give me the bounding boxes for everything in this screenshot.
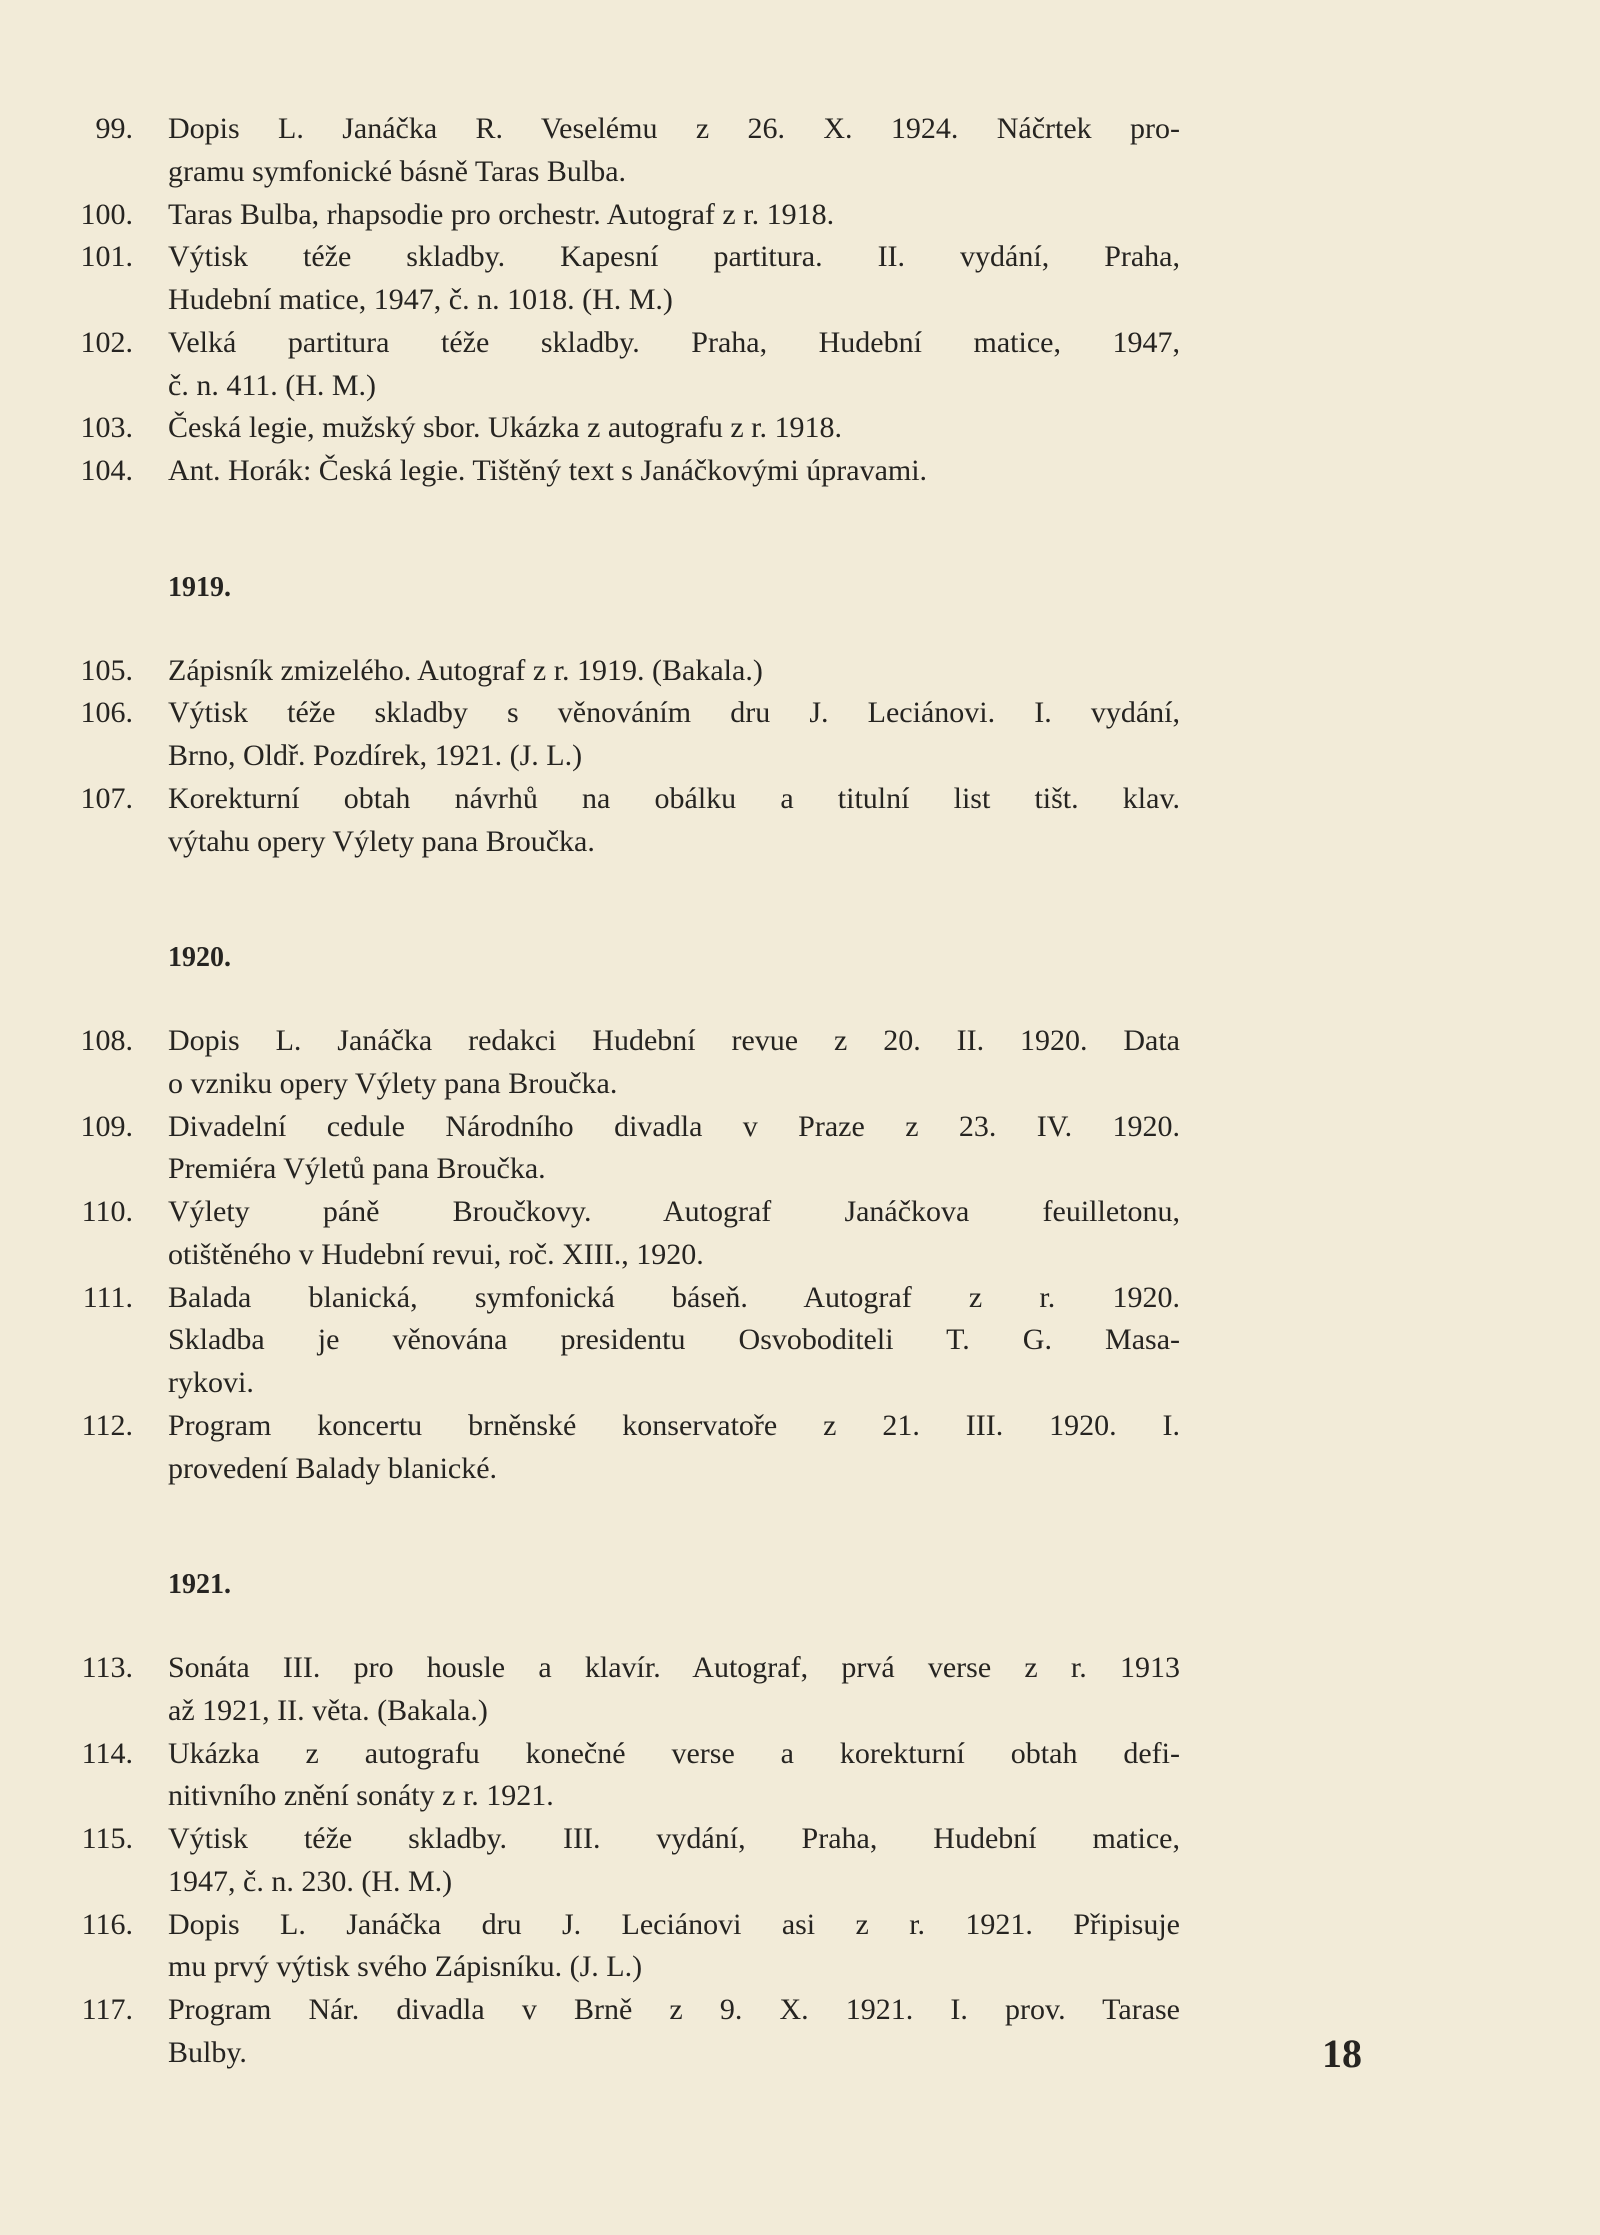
catalog-entry: [80, 650, 1180, 693]
entry-text-line: provedení Balady blanické.: [168, 1451, 498, 1485]
entry-number: 117.: [81, 1993, 133, 2026]
entry-number: 114.: [81, 1736, 133, 1770]
entry-text-line: Program koncertu brněnské konservatoře z 21. III. 1920. I.: [168, 1408, 1180, 1442]
entry-text-line: nitivního znění sonáty z r. 1921.: [168, 1779, 554, 1813]
entry-text-line: Zápisník zmizelého. Autograf z r. 1919. (Bakala.): [168, 653, 763, 687]
catalog-entry: [80, 1106, 1180, 1192]
entry-number: 108.: [80, 1024, 133, 1057]
entry-text-line: Balada blanická, symfonická báseň. Autograf z r. 1920.: [168, 1280, 1180, 1314]
entry-text-line: č. n. 411. (H. M.): [168, 368, 377, 402]
catalog-entry: [81, 1405, 1180, 1491]
entry-text-line: Dopis L. Janáčka R. Veselému z 26. X. 1924. Náčrtek pro-: [168, 112, 1180, 145]
entry-number: 103.: [80, 411, 133, 445]
entry-number: 100.: [80, 197, 133, 231]
entry-number: 115.: [81, 1822, 133, 1855]
entry-number: 116.: [81, 1907, 133, 1941]
catalog-entry: [80, 407, 1180, 450]
catalog-entry: [80, 194, 1180, 237]
year-heading: 1919.: [168, 571, 231, 603]
entry-number: 111.: [82, 1280, 133, 1314]
catalog-entry: [81, 1733, 1180, 1819]
year-heading: 1920.: [168, 942, 231, 974]
entry-number: 107.: [80, 781, 133, 815]
entry-number: 104.: [80, 454, 133, 487]
entry-text-line: Výtisk téže skladby. III. vydání, Praha, Hudební matice,: [168, 1822, 1180, 1855]
entry-text-line: o vzniku opery Výlety pana Broučka.: [168, 1066, 618, 1100]
year-heading: 1921.: [168, 1569, 231, 1601]
entry-text-line: Velká partitura téže skladby. Praha, Hudební matice, 1947,: [168, 325, 1180, 359]
catalog-entry: [80, 236, 1180, 322]
entry-number: 105.: [80, 653, 133, 687]
catalog-entry: [80, 778, 1180, 864]
entry-text-line: rykovi.: [168, 1366, 254, 1399]
catalog-entry: [81, 1818, 1180, 1904]
entry-text-line: Výtisk téže skladby s věnováním dru J. Leciánovi. I. vydání,: [168, 696, 1180, 730]
catalog-entry: [80, 1020, 1180, 1106]
entry-text-line: Brno, Oldř. Pozdírek, 1921. (J. L.): [168, 739, 583, 772]
catalog-entry: [81, 1647, 1180, 1733]
catalog-entry: [80, 450, 1180, 493]
entry-text-line: 1947, č. n. 230. (H. M.): [168, 1864, 453, 1898]
entry-text-line: Dopis L. Janáčka redakci Hudební revue z 20. II. 1920. Data: [168, 1024, 1180, 1057]
entry-text-line: otištěného v Hudební revui, roč. XIII., 1920.: [168, 1237, 704, 1271]
catalog-entry: [81, 1904, 1180, 1990]
catalog-entry: [95, 108, 1180, 194]
catalog-entry: [81, 1191, 1180, 1277]
entry-text-line: Divadelní cedule Národního divadla v Praze z 23. IV. 1920.: [168, 1109, 1180, 1143]
entry-text-line: Skladba je věnována presidentu Osvoboditeli T. G. Masa-: [168, 1323, 1180, 1357]
entry-text-line: Program Nár. divadla v Brně z 9. X. 1921. I. prov. Tarase: [168, 1993, 1180, 2026]
entry-number: 106.: [80, 696, 133, 730]
entry-number: 110.: [81, 1195, 133, 1228]
catalog-entry: [80, 692, 1180, 778]
catalog-page: [0, 108, 1600, 2075]
page-number: 18: [1322, 2031, 1362, 2076]
entry-text-line: Sonáta III. pro housle a klavír. Autograf, prvá verse z r. 1913: [168, 1651, 1180, 1684]
catalog-entry: [80, 322, 1180, 408]
entry-text-line: Hudební matice, 1947, č. n. 1018. (H. M.): [168, 283, 673, 316]
entry-text-line: Výlety páně Broučkovy. Autograf Janáčkova feuilletonu,: [168, 1195, 1180, 1228]
catalog-entry: [81, 1989, 1180, 2075]
entry-text-line: Dopis L. Janáčka dru J. Leciánovi asi z r. 1921. Připisuje: [168, 1907, 1180, 1941]
entry-text-line: mu prvý výtisk svého Zápisníku. (J. L.): [168, 1950, 643, 1984]
entry-text-line: až 1921, II. věta. (Bakala.): [168, 1693, 488, 1727]
entry-text-line: Česká legie, mužský sbor. Ukázka z autografu z r. 1918.: [168, 411, 842, 445]
entry-text-line: Ukázka z autografu konečné verse a korekturní obtah defi-: [168, 1736, 1180, 1770]
entry-text-line: Bulby.: [168, 2035, 247, 2069]
catalog-entry: [82, 1277, 1180, 1405]
entry-number: 113.: [81, 1651, 133, 1684]
entry-number: 101.: [80, 240, 133, 274]
entry-text-line: gramu symfonické básně Taras Bulba.: [168, 154, 627, 188]
entry-text-line: výtahu opery Výlety pana Broučka.: [168, 824, 595, 858]
entry-text-line: Taras Bulba, rhapsodie pro orchestr. Autograf z r. 1918.: [168, 197, 835, 231]
entry-text-line: Výtisk téže skladby. Kapesní partitura. II. vydání, Praha,: [168, 240, 1180, 274]
entry-number: 99.: [95, 112, 133, 145]
entry-text-line: Korekturní obtah návrhů na obálku a titulní list tišt. klav.: [168, 781, 1180, 815]
entry-number: 102.: [80, 325, 133, 359]
entry-text-line: Premiéra Výletů pana Broučka.: [168, 1152, 546, 1186]
entry-text-line: Ant. Horák: Česká legie. Tištěný text s Janáčkovými úpravami.: [168, 454, 928, 487]
entry-number: 112.: [81, 1408, 133, 1442]
entry-number: 109.: [80, 1109, 133, 1143]
